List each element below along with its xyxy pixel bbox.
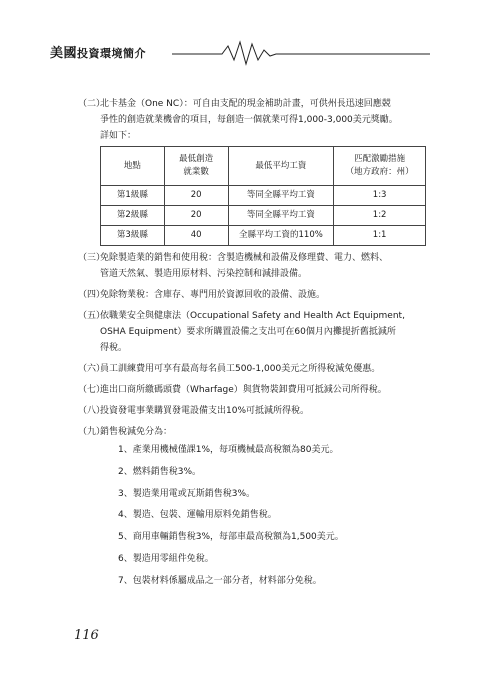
table-cell-location: 第2級縣 [101, 206, 165, 226]
section-2-line-2: 爭性的創造就業機會的項目，每創造一個就業可得1,000-3,000美元獎勵。 [100, 115, 398, 125]
table-cell-ratio: 1:2 [334, 206, 426, 226]
header-title-prefix: 美國 [50, 46, 78, 61]
section-3-line-1: 免除製造業的銷售和使用稅：含製造機械和設備及修理費、電力、燃料、 [100, 253, 389, 263]
table-cell-ratio: 1:1 [334, 226, 426, 246]
section-7-line-1: 進出口商所繳碼頭費（Wharfage）與貨物裝卸費用可抵減公司所得稅。 [100, 385, 387, 395]
table-header-match [334, 147, 426, 186]
section-2-line-1: 北卡基金（One NC）：可自由支配的現金補助計畫，可供州長迅速回應競 [100, 99, 391, 109]
table-header-min-jobs-line-1: 最低創造 [179, 154, 214, 164]
main-content [78, 96, 433, 593]
section-9-line-1: 銷售稅減免分為： [100, 427, 173, 437]
section-6-number: （六） [78, 364, 106, 374]
section-3 [78, 250, 433, 282]
table-row [101, 226, 426, 246]
table-cell-wage: 等同全縣平均工資 [228, 206, 334, 226]
table-header-location: 地點 [101, 147, 165, 186]
list-item: 7、包裝材料係屬成品之一部分者，材料部分免稅。 [118, 575, 322, 586]
list-item: 2、燃料銷售稅3%。 [118, 466, 202, 477]
section-9-number: （九） [78, 427, 106, 437]
section-2-number: （二） [78, 99, 106, 109]
section-5-number: （五） [78, 311, 106, 321]
list-item: 1、產業用機械僅課1%，每項機械最高稅額為80美元。 [118, 445, 339, 455]
section-7-number: （七） [78, 385, 106, 395]
table-row [101, 206, 426, 226]
table-header-row [101, 147, 426, 186]
table-header-match-line-2: （地方政府：州） [345, 167, 414, 177]
section-3-number: （三） [78, 253, 106, 263]
table-cell-jobs: 20 [164, 206, 228, 226]
section-2-line-3: 詳如下： [100, 131, 137, 141]
table-cell-jobs: 20 [164, 186, 228, 206]
header-pulse-line [172, 42, 430, 64]
section-5-line-1: 依職業安全與健康法（Occupational Safety and Health Act Equipment, [100, 311, 405, 321]
section-6-line-1: 員工訓練費用可享有最高每名員工500-1,000美元之所得稅減免優惠。 [100, 364, 381, 374]
section-9-items [78, 440, 433, 593]
table-header-match-line-1: 匹配激勵措施 [354, 154, 406, 164]
section-6 [78, 361, 433, 377]
section-5-line-3: 得稅。 [100, 343, 128, 353]
section-4-line-1: 免除物業稅：含庫存、專門用於資源回收的設備、設施。 [100, 290, 326, 300]
header-decoration [50, 36, 440, 66]
section-8 [78, 403, 433, 419]
section-8-number: （八） [78, 406, 106, 416]
table-cell-jobs: 40 [164, 226, 228, 246]
incentive-table [100, 146, 426, 246]
section-7 [78, 382, 433, 398]
section-5-line-2: OSHA Equipment）要求所購置設備之支出可在60個月內攤提折舊抵減所 [100, 327, 396, 337]
section-4 [78, 287, 433, 303]
table-header-min-wage: 最低平均工資 [228, 147, 334, 186]
table-row [101, 186, 426, 206]
section-2 [78, 96, 433, 144]
table-cell-wage: 等同全縣平均工資 [228, 186, 334, 206]
section-9 [78, 424, 433, 440]
table-cell-location: 第1級縣 [101, 186, 165, 206]
table-header-min-jobs-line-2: 就業數 [183, 167, 209, 177]
section-3-line-2: 管道天然氣、製造用原材料、污染控制和減排設備。 [100, 269, 308, 279]
page-header [50, 36, 440, 66]
table-cell-wage: 全縣平均工資的110% [228, 226, 334, 246]
section-4-number: （四） [78, 290, 106, 300]
section-8-line-1: 投資發電事業購買發電設備支出10%可抵減所得稅。 [100, 406, 310, 416]
section-5 [78, 308, 433, 356]
list-item: 4、製造、包裝、運輸用原料免銷售稅。 [118, 510, 277, 521]
table-cell-location: 第3級縣 [101, 226, 165, 246]
list-item: 3、製造業用電或瓦斯銷售稅3%。 [118, 488, 256, 499]
list-item: 6、製造用零組件免稅。 [118, 553, 214, 564]
list-item: 5、商用車輛銷售稅3%，每部車最高稅額為1,500美元。 [118, 532, 344, 543]
header-title-rest: 投資環境簡介 [77, 47, 147, 60]
table-header-min-jobs [164, 147, 228, 186]
table-cell-ratio: 1:3 [334, 186, 426, 206]
page-number: 116 [74, 628, 99, 643]
